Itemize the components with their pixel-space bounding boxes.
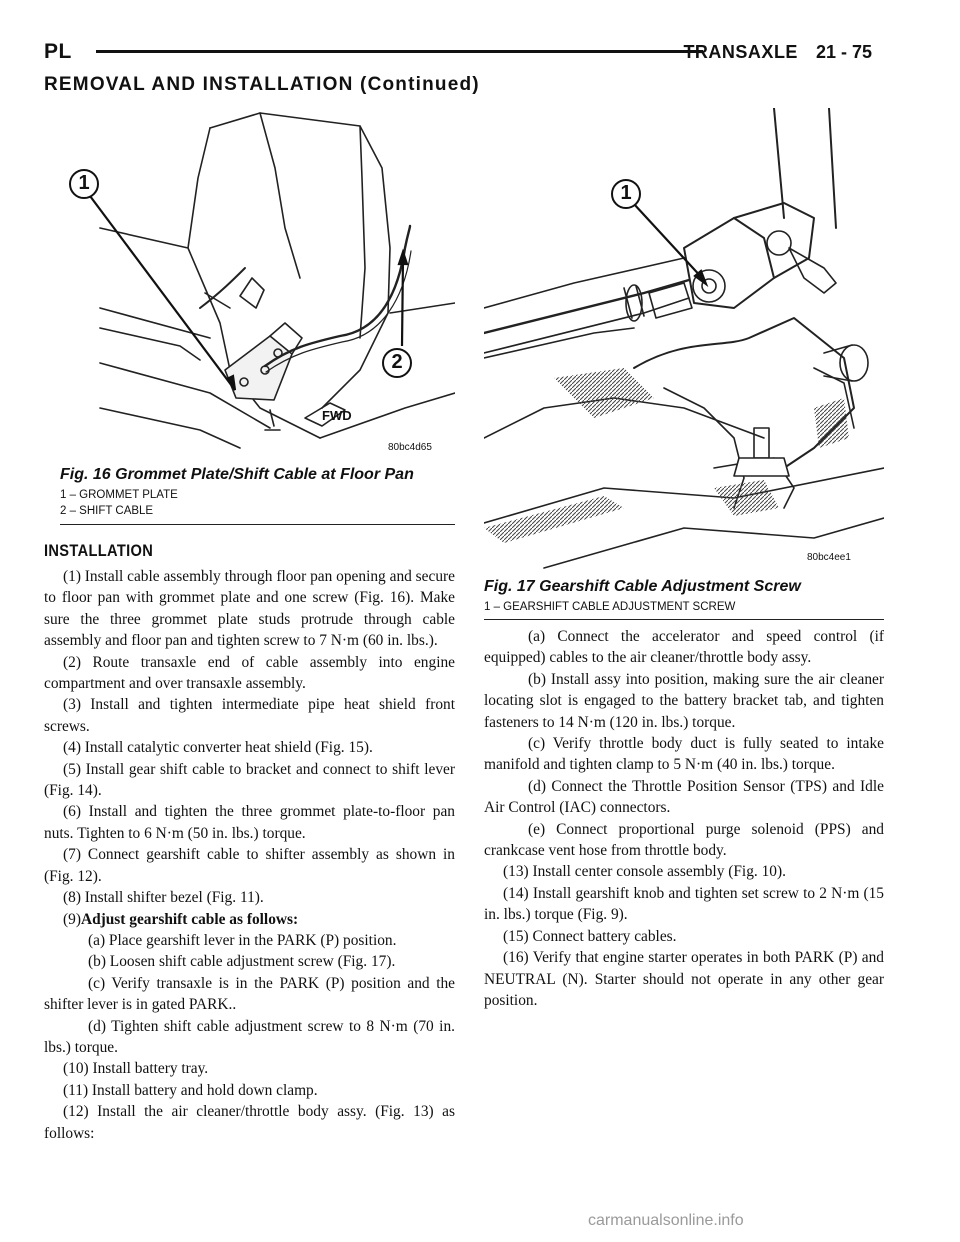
step: (10) Install battery tray.: [63, 1060, 209, 1078]
header-right: [683, 42, 872, 63]
step-9-title: Adjust gearshift cable as follows:: [80, 910, 299, 928]
callout-1: 1: [620, 182, 632, 204]
substep: (e) Connect proportional purge solenoid (PPS) and crankcase vent hose from throttle body.: [484, 820, 884, 860]
callout-2: 2: [391, 351, 403, 373]
image-code: 80bc4d65: [388, 442, 432, 453]
step-9-number: (9): [63, 910, 81, 928]
step-9: [44, 909, 455, 930]
section-subheading: REMOVAL AND INSTALLATION (Continued): [44, 74, 480, 95]
substep: (c) Verify transaxle is in the PARK (P) position and the shifter lever is in gated PARK..: [44, 974, 455, 1014]
figure-16-illustration: [60, 108, 455, 460]
figure-16-rule: [60, 524, 455, 525]
step: (3) Install and tighten intermediate pipe heat shield front screws.: [44, 696, 455, 735]
figure-17-legend: [484, 599, 735, 615]
figure-17-illustration: [484, 108, 884, 570]
installation-steps-right: [484, 626, 884, 1011]
substep: (b) Install assy into position, making sure the air cleaner locating slot is engaged to the battery bracket tab, and tighten fasteners to 14 N·m (120 in. lbs.) torque.: [484, 670, 884, 731]
step: (1) Install cable assembly through floor pan opening and secure to floor pan with grommet plate and one screw (Fig. 16). Make sure the three grommet plate studs protrude through cable assembly and floor pan and tighten screw to 7 N·m (60 in. lbs.).: [44, 568, 455, 650]
watermark-text: carmanualsonline.info: [588, 1212, 744, 1229]
legend-item: 1 – GROMMET PLATE: [60, 489, 178, 501]
step: (6) Install and tighten the three grommet plate-to-floor pan nuts. Tighten to 6 N·m (50 in. lbs.) torque.: [44, 803, 455, 842]
step: (12) Install the air cleaner/throttle body assy. (Fig. 13) as follows:: [44, 1103, 455, 1142]
step: (14) Install gearshift knob and tighten set screw to 2 N·m (15 in. lbs.) torque (Fig. 9).: [484, 884, 884, 924]
substep: (d) Tighten shift cable adjustment screw to 8 N·m (70 in. lbs.) torque.: [44, 1017, 455, 1056]
figure-16-legend: [60, 487, 178, 519]
figure-17-caption: Fig. 17 Gearshift Cable Adjustment Screw: [484, 578, 801, 595]
legend-item: 2 – SHIFT CABLE: [60, 505, 154, 517]
grommet-plate-drawing: [60, 108, 455, 460]
substep: (b) Loosen shift cable adjustment screw (Fig. 17).: [88, 953, 396, 971]
page-number: 21 - 75: [815, 42, 872, 62]
step: (5) Install gear shift cable to bracket and connect to shift lever (Fig. 14).: [44, 760, 455, 800]
installation-heading: INSTALLATION: [44, 541, 154, 560]
substep: (a) Place gearshift lever in the PARK (P) position.: [88, 931, 397, 949]
section-title: TRANSAXLE: [683, 42, 798, 62]
substep: (c) Verify throttle body duct is fully seated to intake manifold and tighten clamp to 5 N·m (40 in. lbs.) torque.: [484, 735, 884, 774]
callout-1: 1: [78, 172, 90, 194]
manual-code: PL: [44, 40, 72, 63]
gearshift-cable-drawing: [484, 108, 884, 570]
step: (15) Connect battery cables.: [503, 927, 677, 945]
header-rule: [96, 50, 703, 53]
step: (8) Install shifter bezel (Fig. 11).: [63, 889, 264, 907]
step: (11) Install battery and hold down clamp.: [63, 1081, 318, 1099]
substep: (d) Connect the Throttle Position Sensor (TPS) and Idle Air Control (IAC) connectors.: [484, 777, 884, 817]
legend-item: 1 – GEARSHIFT CABLE ADJUSTMENT SCREW: [484, 601, 736, 613]
image-code: 80bc4ee1: [807, 552, 851, 563]
substep: (a) Connect the accelerator and speed control (if equipped) cables to the air cleaner/throttle body assy.: [484, 628, 884, 667]
figure-16-caption: Fig. 16 Grommet Plate/Shift Cable at Floor Pan: [60, 466, 414, 483]
step: (16) Verify that engine starter operates in both PARK (P) and NEUTRAL (N). Starter should not operate in any other gear position.: [484, 949, 884, 1009]
figure-17-rule: [484, 619, 884, 620]
fwd-label: FWD: [322, 408, 352, 423]
step: (2) Route transaxle end of cable assembly into engine compartment and over transaxle assembly.: [44, 653, 455, 693]
step: (4) Install catalytic converter heat shield (Fig. 15).: [63, 739, 373, 757]
installation-steps-left: [44, 566, 455, 1144]
step: (7) Connect gearshift cable to shifter assembly as shown in (Fig. 12).: [44, 846, 455, 885]
step: (13) Install center console assembly (Fig. 10).: [503, 863, 786, 881]
